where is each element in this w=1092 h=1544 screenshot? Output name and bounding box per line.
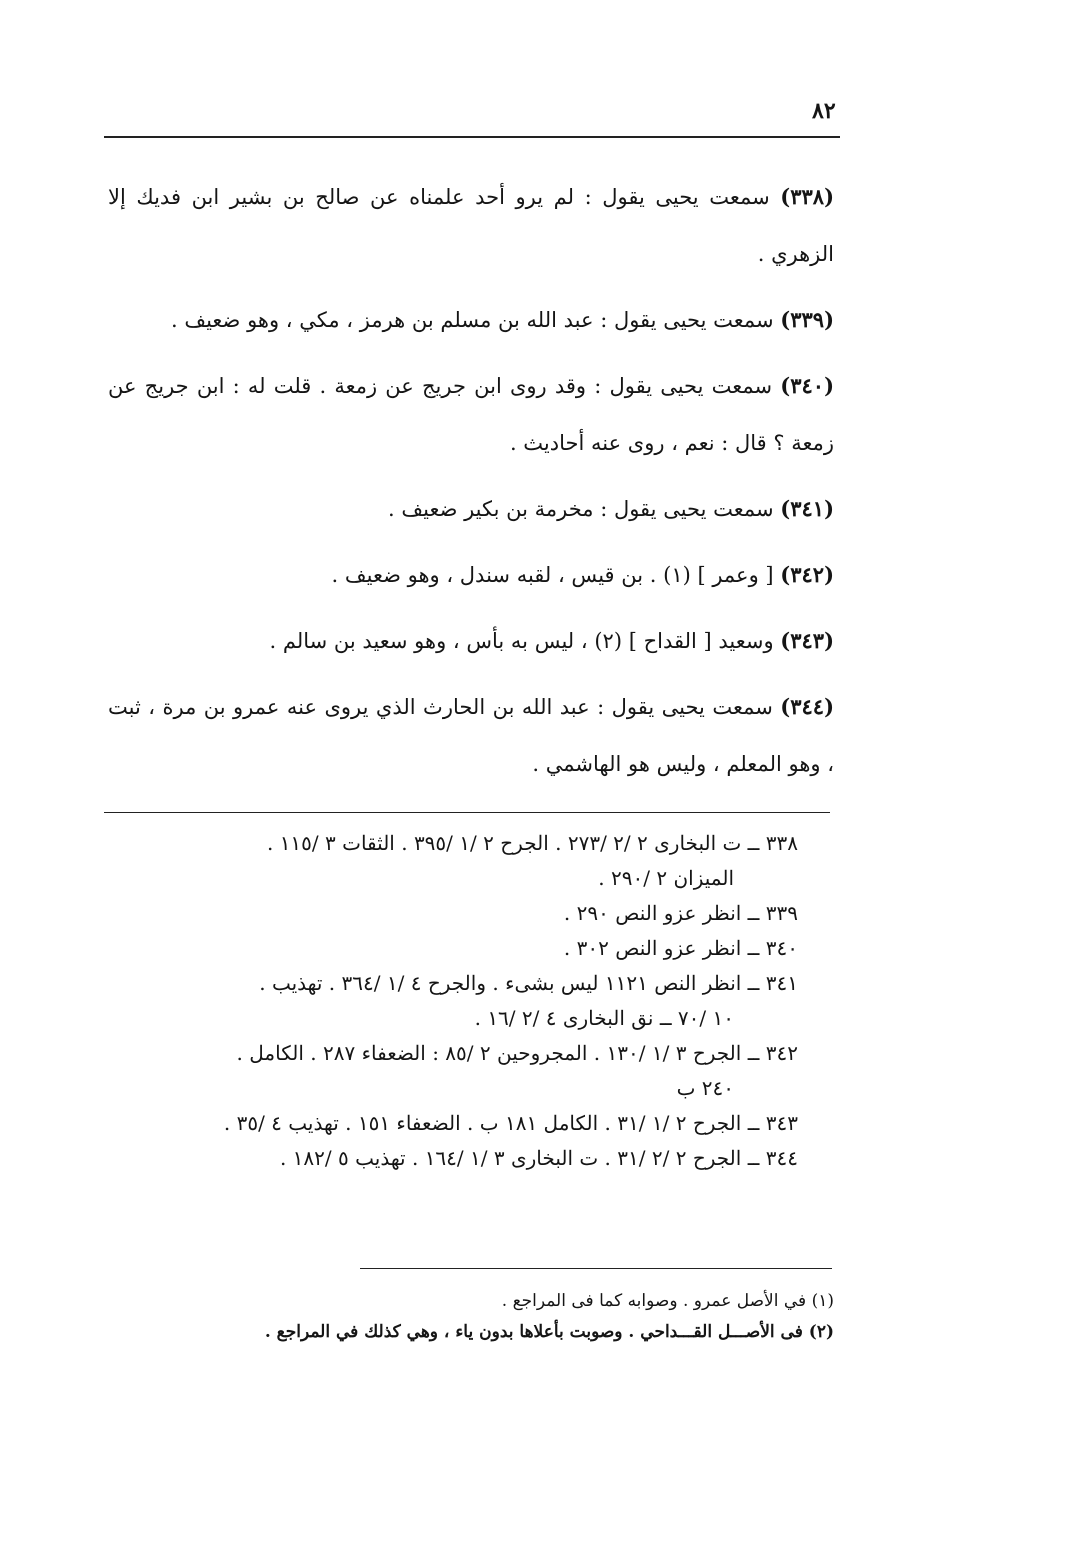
paragraph-text: سمعت يحيى يقول : لم يرو أحد علمناه عن صالح بن بشير ابن فديك إلا الزهري . <box>108 185 834 266</box>
note-continuation: ٢٤٠ ب <box>676 1076 734 1100</box>
note-line: ٣٤٤ ــ الجرح ٢ /٢ /٣١ . ت البخارى ٣ /١ /١٦٤ . تهذيب ٥ /١٨٢ . <box>279 1146 798 1170</box>
paragraph-number: (٣٣٩) <box>780 307 834 332</box>
paragraph-number: (٣٤٤) <box>780 694 834 719</box>
note-line: ٣٤١ ــ انظر النص ١١٢١ ليس بشىء . والجرح ٤ /١ /٣٦٤ . تهذيب . <box>259 971 798 995</box>
paragraph-text: سمعت يحيى يقول : عبد الله بن الحارث الذي يروى عنه عمرو بن مرة ، ثبت ، وهو المعلم ، وليس هو الهاشمي . <box>108 695 834 776</box>
note-line: ٣٤٠ ــ انظر عزو النص ٣٠٢ . <box>563 936 798 960</box>
note-continuation: الميزان ٢ /٢٩٠ . <box>598 866 734 890</box>
paragraph-338 <box>108 168 834 283</box>
paragraph-text: سمعت يحيى يقول : عبد الله بن مسلم بن هرمز ، مكي ، وهو ضعيف . <box>171 308 781 332</box>
note-343 <box>108 1106 798 1141</box>
paragraph-text: [ وعمر ] (١) . بن قيس ، لقبه سندل ، وهو ضعيف . <box>331 563 781 587</box>
note-continuation: ١٠ /٧٠ ــ نق البخارى ٤ /٢ /١٦ . <box>474 1006 734 1030</box>
footnote-1: (١) في الأصل عمرو . وصوابه كما فى المراجع . <box>501 1291 834 1311</box>
paragraph-342 <box>108 546 834 604</box>
note-line: ٣٣٩ ــ انظر عزو النص ٢٩٠ . <box>563 901 798 925</box>
note-338 <box>108 826 798 896</box>
note-line: ٣٤٢ ــ الجرح ٣ /١ /١٣٠ . المجروحين ٢ /٨٥ : الضعفاء ٢٨٧ . الكامل . <box>236 1041 798 1065</box>
note-344 <box>108 1141 798 1176</box>
footnote-divider <box>360 1268 832 1269</box>
notes-divider <box>104 812 830 813</box>
footnotes <box>100 1286 834 1348</box>
main-text <box>108 168 834 801</box>
paragraph-number: (٣٤٣) <box>780 628 834 653</box>
paragraph-number: (٣٤٢) <box>780 562 834 587</box>
paragraph-339 <box>108 291 834 349</box>
paragraph-341 <box>108 480 834 538</box>
note-340 <box>108 931 798 966</box>
header-divider <box>104 136 840 138</box>
reference-notes <box>108 826 798 1176</box>
page-number: ٨٢ <box>812 98 836 124</box>
paragraph-text: سمعت يحيى يقول : مخرمة بن بكير ضعيف . <box>388 497 781 521</box>
note-342 <box>108 1036 798 1106</box>
note-341 <box>108 966 798 1036</box>
paragraph-340 <box>108 357 834 472</box>
paragraph-number: (٣٤٠) <box>780 373 834 398</box>
note-line: ٣٣٨ ــ ت البخارى ٢ /٢ /٢٧٣ . الجرح ٢ /١ /٣٩٥ . الثقات ٣ /١١٥ . <box>266 831 798 855</box>
paragraph-text: وسعيد [ القداح ] (٢) ، ليس به بأس ، وهو سعيد بن سالم . <box>269 629 781 653</box>
paragraph-number: (٣٤١) <box>780 496 834 521</box>
paragraph-number: (٣٣٨) <box>780 184 834 209</box>
paragraph-343 <box>108 612 834 670</box>
paragraph-text: سمعت يحيى يقول : وقد روى ابن جريج عن زمعة . قلت له : ابن جريج عن زمعة ؟ قال : نعم ، روى عنه أحاديث . <box>108 374 834 455</box>
note-line: ٣٤٣ ــ الجرح ٢ /١ /٣١ . الكامل ١٨١ ب . الضعفاء ١٥١ . تهذيب ٤ /٣٥ . <box>223 1111 798 1135</box>
footnote-2: (٢) فى الأصـــل القـــداحي . وصوبت بأعلاها بدون ياء ، وهي كذلك في المراجع . <box>264 1322 834 1342</box>
note-339 <box>108 896 798 931</box>
paragraph-344 <box>108 678 834 793</box>
